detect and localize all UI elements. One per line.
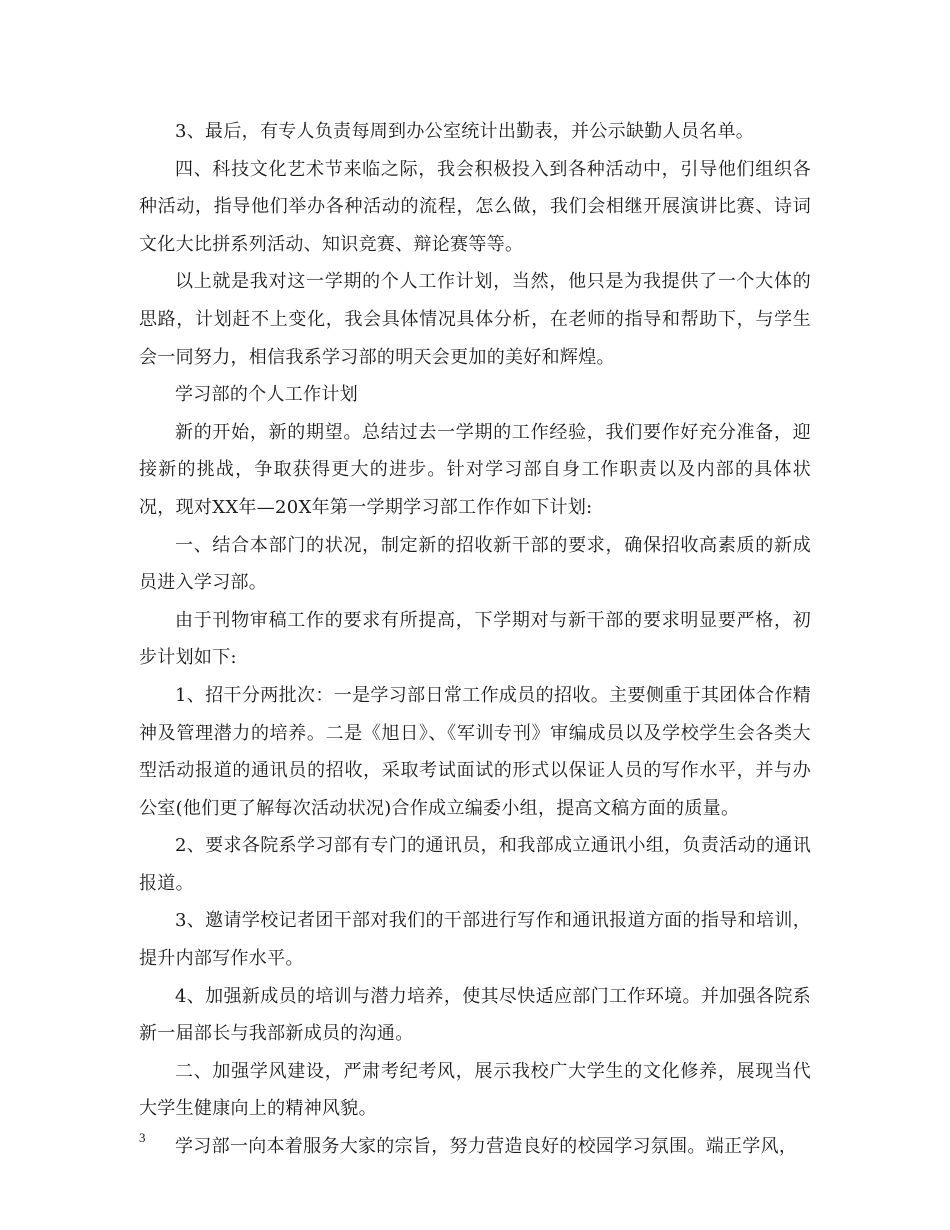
- section-title: 学习部的个人工作计划: [175, 384, 358, 406]
- paragraph: 3、邀请学校记者团干部对我们的干部进行写作和通讯报道方面的指导和培训，提升内部写作水平。: [139, 910, 811, 970]
- paragraph: 2、要求各院系学习部有专门的通讯员，和我部成立通讯小组，负责活动的通讯报道。: [139, 835, 811, 894]
- paragraph: 以上就是我对这一学期的个人工作计划，当然，他只是为我提供了一个大体的思路，计划赶不上变化，我会具体情况具体分析，在老师的指导和帮助下，与学生会一同努力，相信我系学习部的明天会更加的美好和辉煌。: [139, 271, 811, 368]
- paragraph: 二、加强学风建设，严肃考纪考风，展示我校广大学生的文化修养，展现当代大学生健康向上的精神风貌。: [139, 1060, 811, 1120]
- paragraph: 1、招干分两批次：一是学习部日常工作成员的招收。主要侧重于其团体合作精神及管理潜力的培养。二是《旭日》、《军训专刊》审编成员以及学校学生会各类大型活动报道的通讯员的招收，采取考试面试的形式以保证人员的写作水平，并与办公室(他们更了解每次活动状况)合作成立编委小组，提高文稿方面的质量。: [139, 684, 811, 819]
- paragraph: 一、结合本部门的状况，制定新的招收新干部的要求，确保招收高素质的新成员进入学习部。: [139, 534, 811, 594]
- paragraph: 四、科技文化艺术节来临之际，我会积极投入到各种活动中，引导他们组织各种活动，指导他们举办各种活动的流程，怎么做，我们会相继开展演讲比赛、诗词文化大比拼系列活动、知识竞赛、辩论赛等等。: [139, 158, 811, 255]
- page-number: 3: [139, 1130, 146, 1145]
- paragraph: 3、最后，有专人负责每周到办公室统计出勤表，并公示缺勤人员名单。: [175, 121, 755, 142]
- document-body: [139, 113, 811, 1166]
- paragraph: 由于刊物审稿工作的要求有所提高，下学期对与新干部的要求明显要严格，初步计划如下:: [139, 609, 811, 669]
- paragraph: 新的开始，新的期望。总结过去一学期的工作经验，我们要作好充分准备，迎接新的挑战，争取获得更大的进步。针对学习部自身工作职责以及内部的具体状况，现对XX年—20X年第一学期学习部工作作如下计划:: [139, 421, 811, 518]
- paragraph: 4、加强新成员的培训与潜力培养，使其尽快适应部门工作环境。并加强各院系新一届部长与我部新成员的沟通。: [139, 985, 811, 1045]
- paragraph: 学习部一向本着服务大家的宗旨，努力营造良好的校园学习氛围。端正学风，: [175, 1136, 798, 1158]
